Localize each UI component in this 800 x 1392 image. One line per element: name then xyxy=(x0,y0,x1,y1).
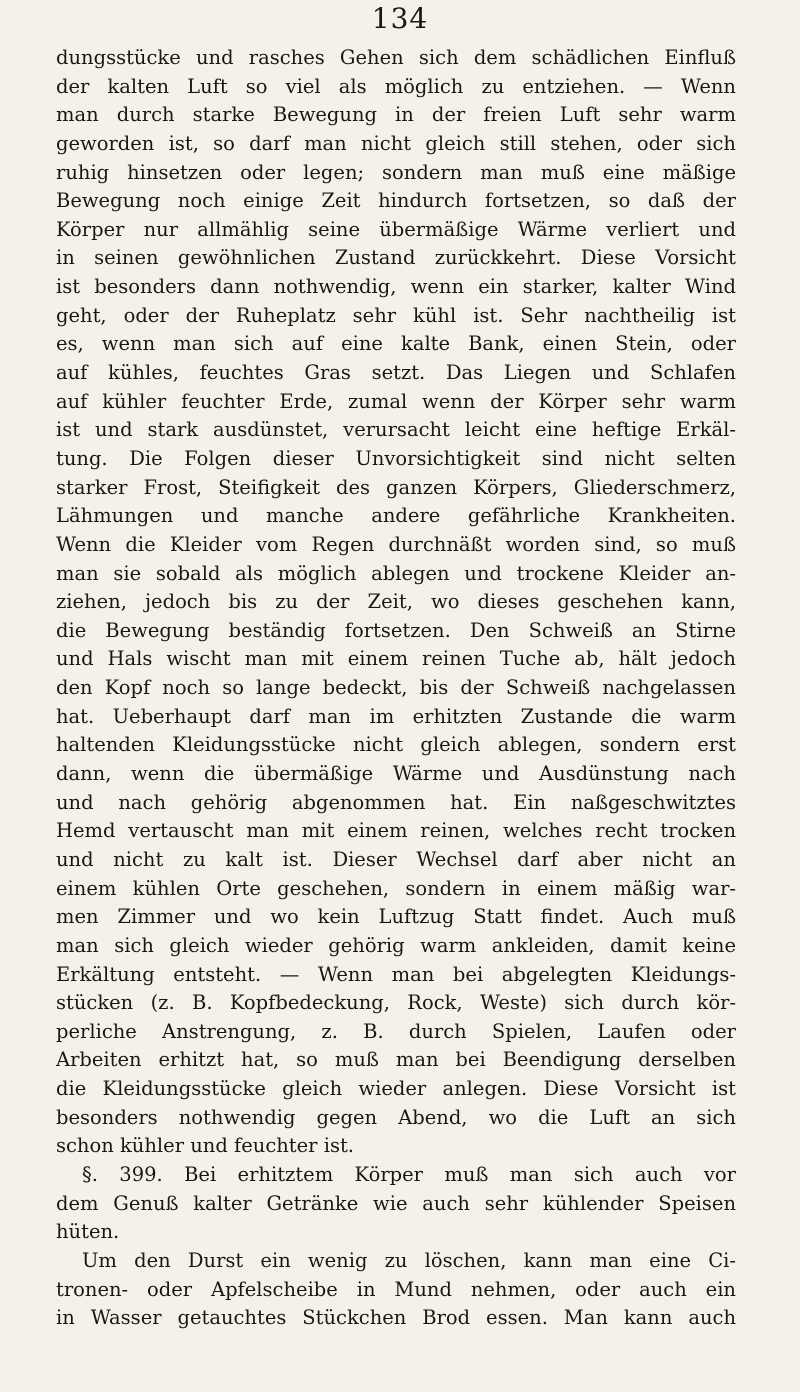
text-line: und nach gehörig abgenommen hat. Ein naßgeschwitztes xyxy=(56,790,736,814)
text-line: einem kühlen Orte geschehen, sondern in einem mäßig war- xyxy=(56,876,736,900)
text-line: die Bewegung beständig fortsetzen. Den Schweiß an Stirne xyxy=(56,618,736,642)
text-line: Bewegung noch einige Zeit hindurch fortsetzen, so daß der xyxy=(56,189,736,213)
text-line: Um den Durst ein wenig zu löschen, kann man eine Ci- xyxy=(82,1248,736,1272)
text-line: Erkältung entsteht. — Wenn man bei abgelegten Kleidungs- xyxy=(56,962,736,986)
text-line: in Wasser getauchtes Stückchen Brod essen. Man kann auch xyxy=(56,1306,736,1330)
text-line: Hemd vertauscht man mit einem reinen, welches recht trocken xyxy=(56,819,736,843)
text-line: geht, oder der Ruheplatz sehr kühl ist. Sehr nachtheilig ist xyxy=(56,303,736,327)
text-line: man sich gleich wieder gehörig warm ankleiden, damit keine xyxy=(56,933,736,957)
text-line: in seinen gewöhnlichen Zustand zurückkehrt. Diese Vorsicht xyxy=(56,246,736,270)
text-line: schon kühler und feuchter ist. xyxy=(56,1134,354,1158)
text-line: der kalten Luft so viel als möglich zu entziehen. — Wenn xyxy=(56,74,736,98)
text-line: ruhig hinsetzen oder legen; sondern man muß eine mäßige xyxy=(56,160,736,184)
text-line: hüten. xyxy=(56,1220,120,1244)
text-line: Arbeiten erhitzt hat, so muß man bei Beendigung derselben xyxy=(56,1048,736,1072)
text-line: ist besonders dann nothwendig, wenn ein starker, kalter Wind xyxy=(56,275,736,299)
body-text xyxy=(56,44,736,1333)
text-line: den Kopf noch so lange bedeckt, bis der Schweiß nachgelassen xyxy=(56,676,736,700)
text-line: dem Genuß kalter Getränke wie auch sehr kühlender Speisen xyxy=(56,1191,736,1215)
page-number: 134 xyxy=(371,2,429,35)
text-line: auf kühler feuchter Erde, zumal wenn der Körper sehr warm xyxy=(56,389,736,413)
text-line: und nicht zu kalt ist. Dieser Wechsel darf aber nicht an xyxy=(56,847,736,871)
text-line: haltenden Kleidungsstücke nicht gleich ablegen, sondern erst xyxy=(56,733,736,757)
text-line: men Zimmer und wo kein Luftzug Statt findet. Auch muß xyxy=(56,905,736,929)
text-line: Lähmungen und manche andere gefährliche Krankheiten. xyxy=(56,504,736,528)
text-line: man durch starke Bewegung in der freien Luft sehr warm xyxy=(56,103,736,127)
text-line: ziehen, jedoch bis zu der Zeit, wo dieses geschehen kann, xyxy=(56,590,736,614)
text-line: §. 399. Bei erhitztem Körper muß man sich auch vor xyxy=(82,1162,736,1186)
text-line: man sie sobald als möglich ablegen und trockene Kleider an- xyxy=(56,561,736,585)
text-line: tronen- oder Apfelscheibe in Mund nehmen, oder auch ein xyxy=(56,1277,736,1301)
text-line: besonders nothwendig gegen Abend, wo die Luft an sich xyxy=(56,1105,736,1129)
text-line: ist und stark ausdünstet, verursacht leicht eine heftige Erkäl- xyxy=(56,418,736,442)
text-line: dann, wenn die übermäßige Wärme und Ausdünstung nach xyxy=(56,762,736,786)
text-line: starker Frost, Steifigkeit des ganzen Körpers, Gliederschmerz, xyxy=(56,475,736,499)
text-line: Wenn die Kleider vom Regen durchnäßt worden sind, so muß xyxy=(56,532,736,556)
text-line: die Kleidungsstücke gleich wieder anlegen. Diese Vorsicht ist xyxy=(56,1077,736,1101)
text-line: stücken (z. B. Kopfbedeckung, Rock, Weste) sich durch kör- xyxy=(56,991,736,1015)
text-line: und Hals wischt man mit einem reinen Tuche ab, hält jedoch xyxy=(56,647,736,671)
text-line: es, wenn man sich auf eine kalte Bank, einen Stein, oder xyxy=(56,332,736,356)
text-line: geworden ist, so darf man nicht gleich still stehen, oder sich xyxy=(56,131,736,155)
text-line: dungsstücke und rasches Gehen sich dem schädlichen Einfluß xyxy=(56,46,736,69)
text-line: hat. Ueberhaupt darf man im erhitzten Zustande die warm xyxy=(56,704,736,728)
text-line: tung. Die Folgen dieser Unvorsichtigkeit sind nicht selten xyxy=(56,446,736,470)
text-line: auf kühles, feuchtes Gras setzt. Das Liegen und Schlafen xyxy=(56,361,736,385)
text-line: perliche Anstrengung, z. B. durch Spielen, Laufen oder xyxy=(56,1019,736,1043)
text-line: Körper nur allmählig seine übermäßige Wärme verliert und xyxy=(56,217,736,241)
